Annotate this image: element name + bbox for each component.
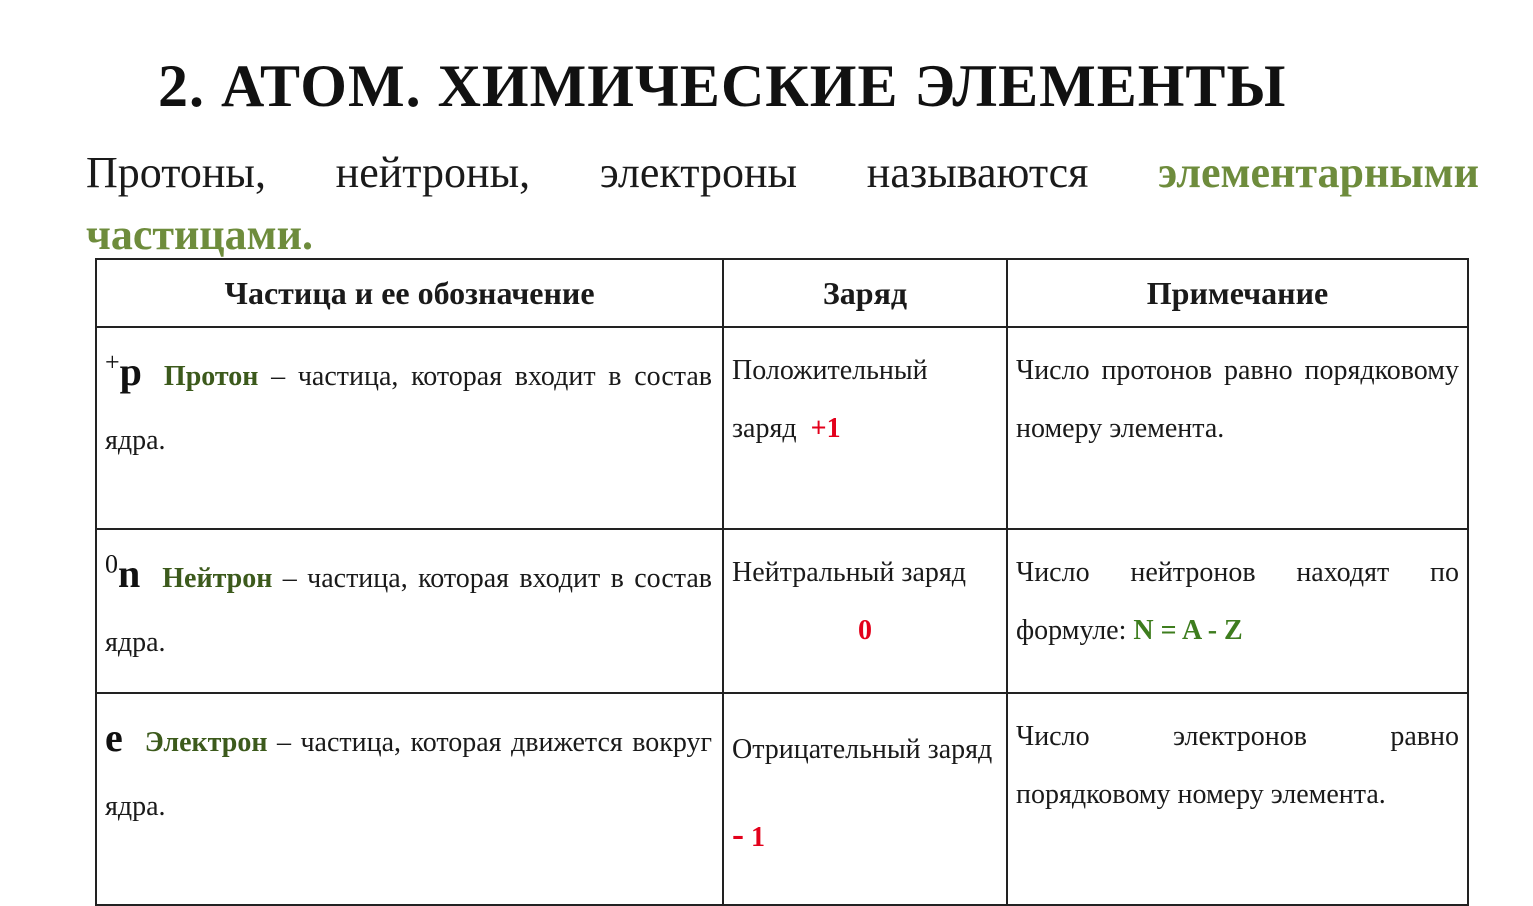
particle-cell	[96, 529, 723, 693]
charge-value: +1	[810, 413, 841, 444]
symbol-superscript: 0	[105, 549, 118, 579]
charge-sign: -	[732, 814, 744, 854]
note-text: Число нейтронов находят по формуле:	[1016, 557, 1459, 646]
header-note: Примечание	[1007, 259, 1468, 327]
symbol-superscript: +	[105, 347, 120, 377]
note-cell	[1007, 529, 1468, 693]
page-title: 2. АТОМ. ХИМИЧЕСКИЕ ЭЛЕМЕНТЫ	[158, 53, 1287, 119]
particle-cell	[96, 327, 723, 529]
intro-text: Протоны, нейтроны, электроны называются	[86, 148, 1089, 197]
note-formula: N = A - Z	[1133, 615, 1243, 646]
particle-description: – частица, которая движется вокруг ядра.	[105, 727, 712, 822]
particle-name: Нейтрон	[162, 563, 273, 594]
particle-symbol	[105, 715, 123, 760]
particle-symbol	[105, 349, 142, 394]
charge-text: Отрицательный заряд	[732, 734, 993, 765]
note-text: Число электронов равно порядковому номеру элемента.	[1016, 721, 1459, 810]
charge-value: 0	[858, 615, 872, 646]
particle-name: Электрон	[144, 727, 268, 758]
note-cell	[1007, 693, 1468, 905]
header-particle: Частица и ее обозначение	[96, 259, 723, 327]
particle-cell	[96, 693, 723, 905]
particles-table	[95, 258, 1469, 906]
note-text: Число протонов равно порядковому номеру элемента.	[1016, 355, 1459, 444]
particle-name: Протон	[163, 361, 259, 392]
particle-description: – частица, которая входит в состав ядра.	[105, 563, 712, 658]
charge-cell	[723, 693, 1007, 905]
symbol-letter: e	[105, 715, 123, 760]
symbol-letter: p	[119, 349, 142, 394]
symbol-letter: n	[118, 551, 141, 596]
particle-symbol	[105, 551, 140, 596]
table-row-neutron	[96, 529, 1468, 693]
intro-highlight: элементарными частицами.	[86, 148, 1479, 259]
table-row-proton	[96, 327, 1468, 529]
charge-cell	[723, 327, 1007, 529]
intro-paragraph	[86, 142, 1479, 266]
table-row-electron	[96, 693, 1468, 905]
charge-value: 1	[751, 822, 765, 853]
particle-description: – частица, которая входит в состав ядра.	[105, 361, 712, 456]
charge-text: Нейтральный заряд	[732, 557, 967, 588]
charge-text: Положительный заряд	[732, 355, 928, 444]
header-charge: Заряд	[723, 259, 1007, 327]
charge-cell	[723, 529, 1007, 693]
table-header-row	[96, 259, 1468, 327]
note-cell	[1007, 327, 1468, 529]
